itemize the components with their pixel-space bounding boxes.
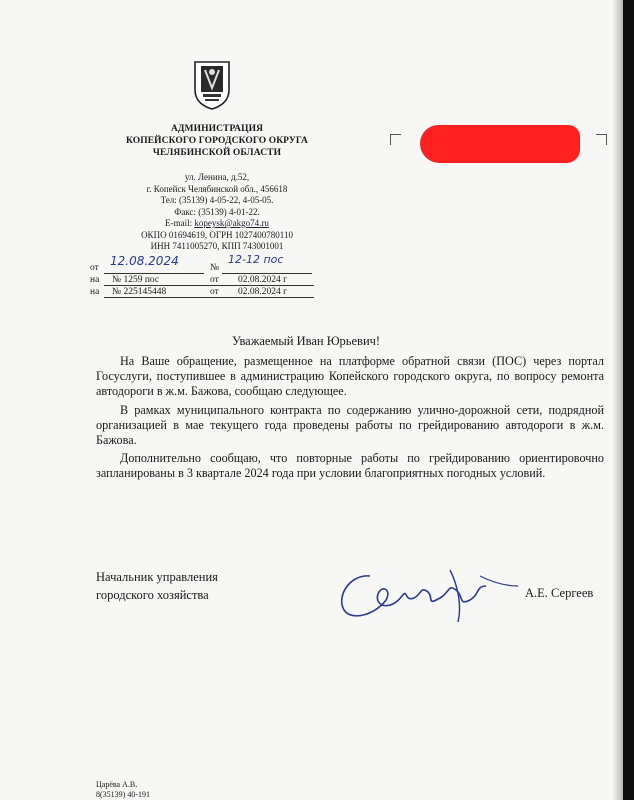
signatory-name: А.Е. Сергеев	[525, 586, 594, 600]
handwritten-number: 12-12 пос	[228, 253, 284, 266]
executor-info	[96, 780, 150, 800]
reference-row-incoming-1	[90, 274, 288, 286]
body-paragraph: На Ваше обращение, размещенное на платформе обратной связи (ПОС) через портал Госуслуги, поступившее в администрацию Копейского городского округа, по вопросу ремонта автодороги в ж.м. Бажова, сообщаю следующее.	[96, 354, 604, 399]
org-line: АДМИНИСТРАЦИЯ	[170, 124, 264, 134]
okpo-line: ОКПО 01694619, ОГРН 1027400780110	[141, 229, 293, 240]
addressee-corner-right	[596, 134, 607, 145]
ref-prefix: от	[90, 263, 99, 273]
ref-date: 02.08.2024 г	[238, 275, 288, 285]
ref-from: от	[210, 275, 219, 285]
page-edge-shadow	[612, 0, 623, 800]
addressee-corner-left	[390, 134, 401, 145]
org-line: ЧЕЛЯБИНСКОЙ ОБЛАСТИ	[152, 148, 282, 158]
address-line: ул. Ленина, д.52,	[184, 172, 250, 182]
salutation: Уважаемый Иван Юрьевич!	[232, 334, 381, 348]
inn-line: ИНН 7411005270, КПП 743001001	[150, 241, 284, 251]
ref-date: 02.08.2024 г	[238, 287, 288, 297]
phone-line: Тел: (35139) 4-05-22, 4-05-05.	[160, 195, 274, 205]
ref-number: № 1259 пос	[112, 275, 160, 285]
reference-row-outgoing	[90, 262, 220, 274]
organization-contacts	[112, 172, 322, 253]
executor-name: Царёва А.В.	[96, 780, 138, 789]
redacted-addressee	[420, 125, 580, 163]
handwritten-date: 12.08.2024	[110, 254, 179, 268]
body-paragraph: Дополнительно сообщаю, что повторные работы по грейдированию ориентировочно запланированы в 3 квартале 2024 года при условии благоприятных погодных условий.	[96, 451, 604, 481]
ref-number: № 225145448	[112, 287, 167, 297]
signatory-position	[96, 568, 218, 604]
ref-prefix: на	[90, 287, 100, 297]
org-line: КОПЕЙСКОГО ГОРОДСКОГО ОКРУГА	[126, 136, 308, 146]
letter-body	[96, 354, 604, 485]
address-line: г. Копейск Челябинской обл., 456618	[146, 183, 288, 194]
body-paragraph: В рамках муниципального контракта по содержанию улично-дорожной сети, подрядной организацией в мае текущего года проведены работы по грейдированию автодороги в ж.м. Бажова.	[96, 402, 604, 448]
email-label: E-mail:	[165, 218, 195, 228]
executor-phone: 8(35139) 40-191	[96, 790, 150, 799]
handwritten-signature	[330, 556, 530, 628]
email-line	[112, 218, 322, 230]
email-link[interactable]: kopeysk@akgo74.ru	[194, 218, 269, 228]
ref-prefix: на	[90, 275, 100, 285]
organization-name	[112, 123, 322, 159]
coat-of-arms-icon	[193, 60, 231, 110]
position-line: Начальник управления	[96, 570, 218, 584]
ref-from: от	[210, 287, 219, 297]
ref-num-label: №	[210, 263, 220, 273]
fax-line: Факс: (35139) 4-01-22.	[174, 206, 260, 217]
reference-row-incoming-2	[90, 286, 288, 298]
position-line: городского хозяйства	[96, 588, 209, 602]
